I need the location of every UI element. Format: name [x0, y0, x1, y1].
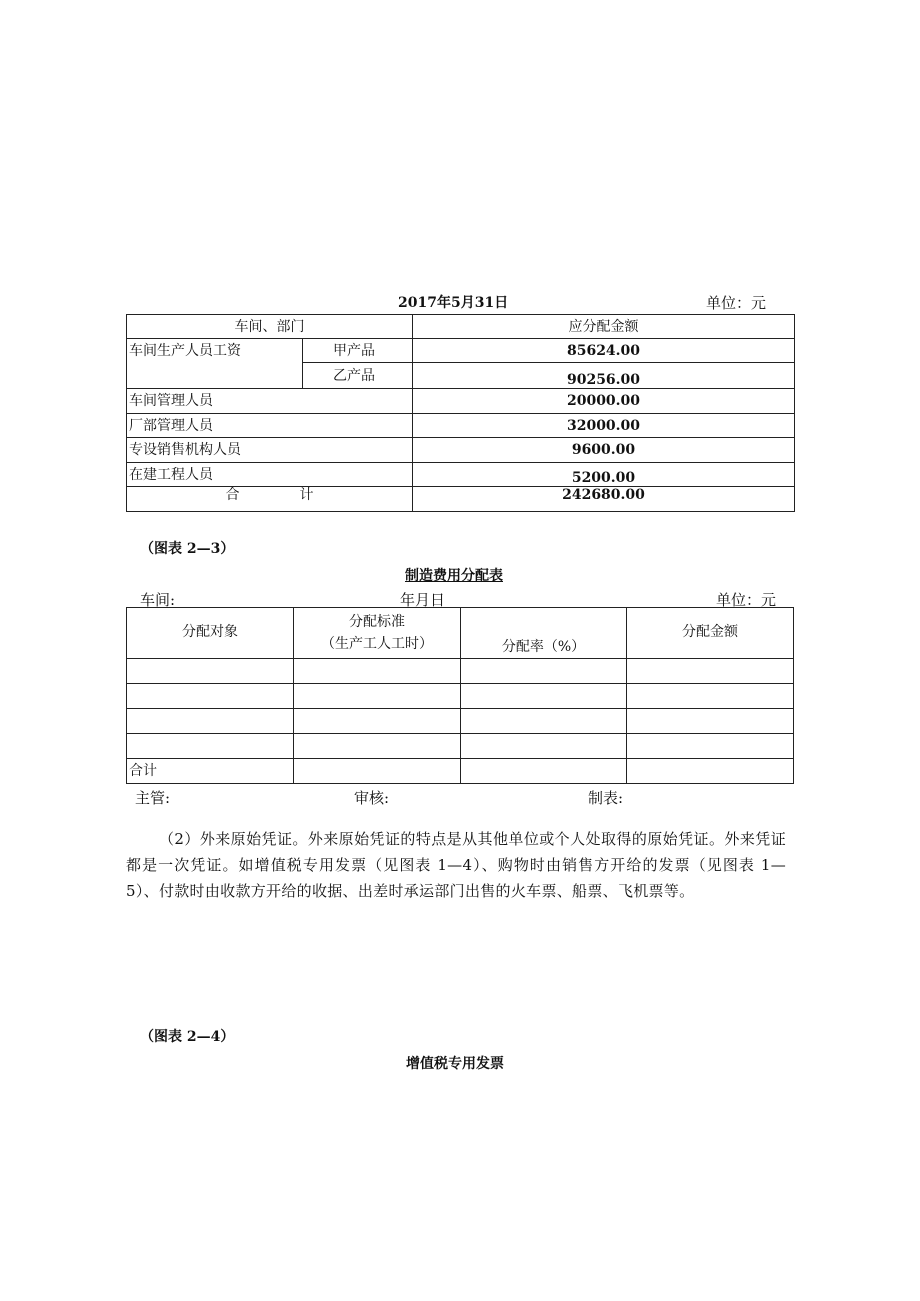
total-label-1: 合 [225, 487, 240, 503]
header-dept: 车间、部门 [127, 315, 413, 339]
table-row [127, 709, 794, 734]
header-object: 分配对象 [127, 608, 294, 659]
supervisor-label: 主管: [135, 789, 171, 807]
figure-2-3-unit: 单位：元 [716, 591, 777, 609]
total-label-2: 计 [299, 487, 314, 503]
table-row [127, 684, 794, 709]
header-standard [294, 608, 461, 659]
total-label [127, 487, 413, 512]
table1-date: 2017年5月31日 [398, 295, 509, 311]
product-a-label: 甲产品 [303, 339, 413, 363]
prepared-label: 制表: [588, 789, 624, 807]
workshop-mgmt-amount: 20000.00 [413, 389, 795, 414]
factory-mgmt-label: 厂部管理人员 [127, 414, 413, 438]
table-row [127, 734, 794, 759]
header-rate: 分配率（%） [461, 608, 627, 659]
overhead-allocation-table [126, 607, 794, 784]
header-amount: 应分配金额 [413, 315, 795, 339]
table-row [127, 759, 794, 784]
figure-2-3-date: 年月日 [400, 591, 446, 609]
sales-staff-label: 专设销售机构人员 [127, 438, 413, 463]
figure-2-3-title: 制造费用分配表 [405, 568, 503, 584]
header-standard-main: 分配标准 [349, 614, 405, 630]
salary-allocation-table [126, 314, 795, 512]
construction-staff-label: 在建工程人员 [127, 463, 413, 487]
product-b-label: 乙产品 [303, 363, 413, 389]
body-paragraph: （2）外来原始凭证。外来原始凭证的特点是从其他单位或个人处取得的原始凭证。外来凭证都是一次凭证。如增值税专用发票（见图表 1—4）、购物时由销售方开给的发票（见图表 1—5）、付款时由收款方开给的收据、出差时承运部门出售的火车票、船票、飞机票等。 [126, 830, 786, 900]
total-amount: 242680.00 [413, 487, 795, 512]
header-standard-sub: （生产工人工时） [321, 636, 433, 652]
table1-unit: 单位：元 [706, 294, 767, 312]
figure-2-4-caption: （图表 2—4） [140, 1029, 235, 1045]
product-b-amount: 90256.00 [413, 363, 795, 389]
figure-2-3-caption: （图表 2—3） [140, 541, 235, 557]
review-label: 审核: [354, 789, 390, 807]
figure-2-4-title: 增值税专用发票 [406, 1056, 504, 1072]
workshop-label: 车间: [140, 591, 176, 609]
construction-staff-amount: 5200.00 [413, 463, 795, 487]
total-row-label: 合计 [127, 759, 294, 784]
factory-mgmt-amount: 32000.00 [413, 414, 795, 438]
production-label: 车间生产人员工资 [127, 339, 303, 389]
workshop-mgmt-label: 车间管理人员 [127, 389, 413, 414]
sales-staff-amount: 9600.00 [413, 438, 795, 463]
table-row [127, 659, 794, 684]
product-a-amount: 85624.00 [413, 339, 795, 363]
header-amount-2: 分配金额 [627, 608, 794, 659]
